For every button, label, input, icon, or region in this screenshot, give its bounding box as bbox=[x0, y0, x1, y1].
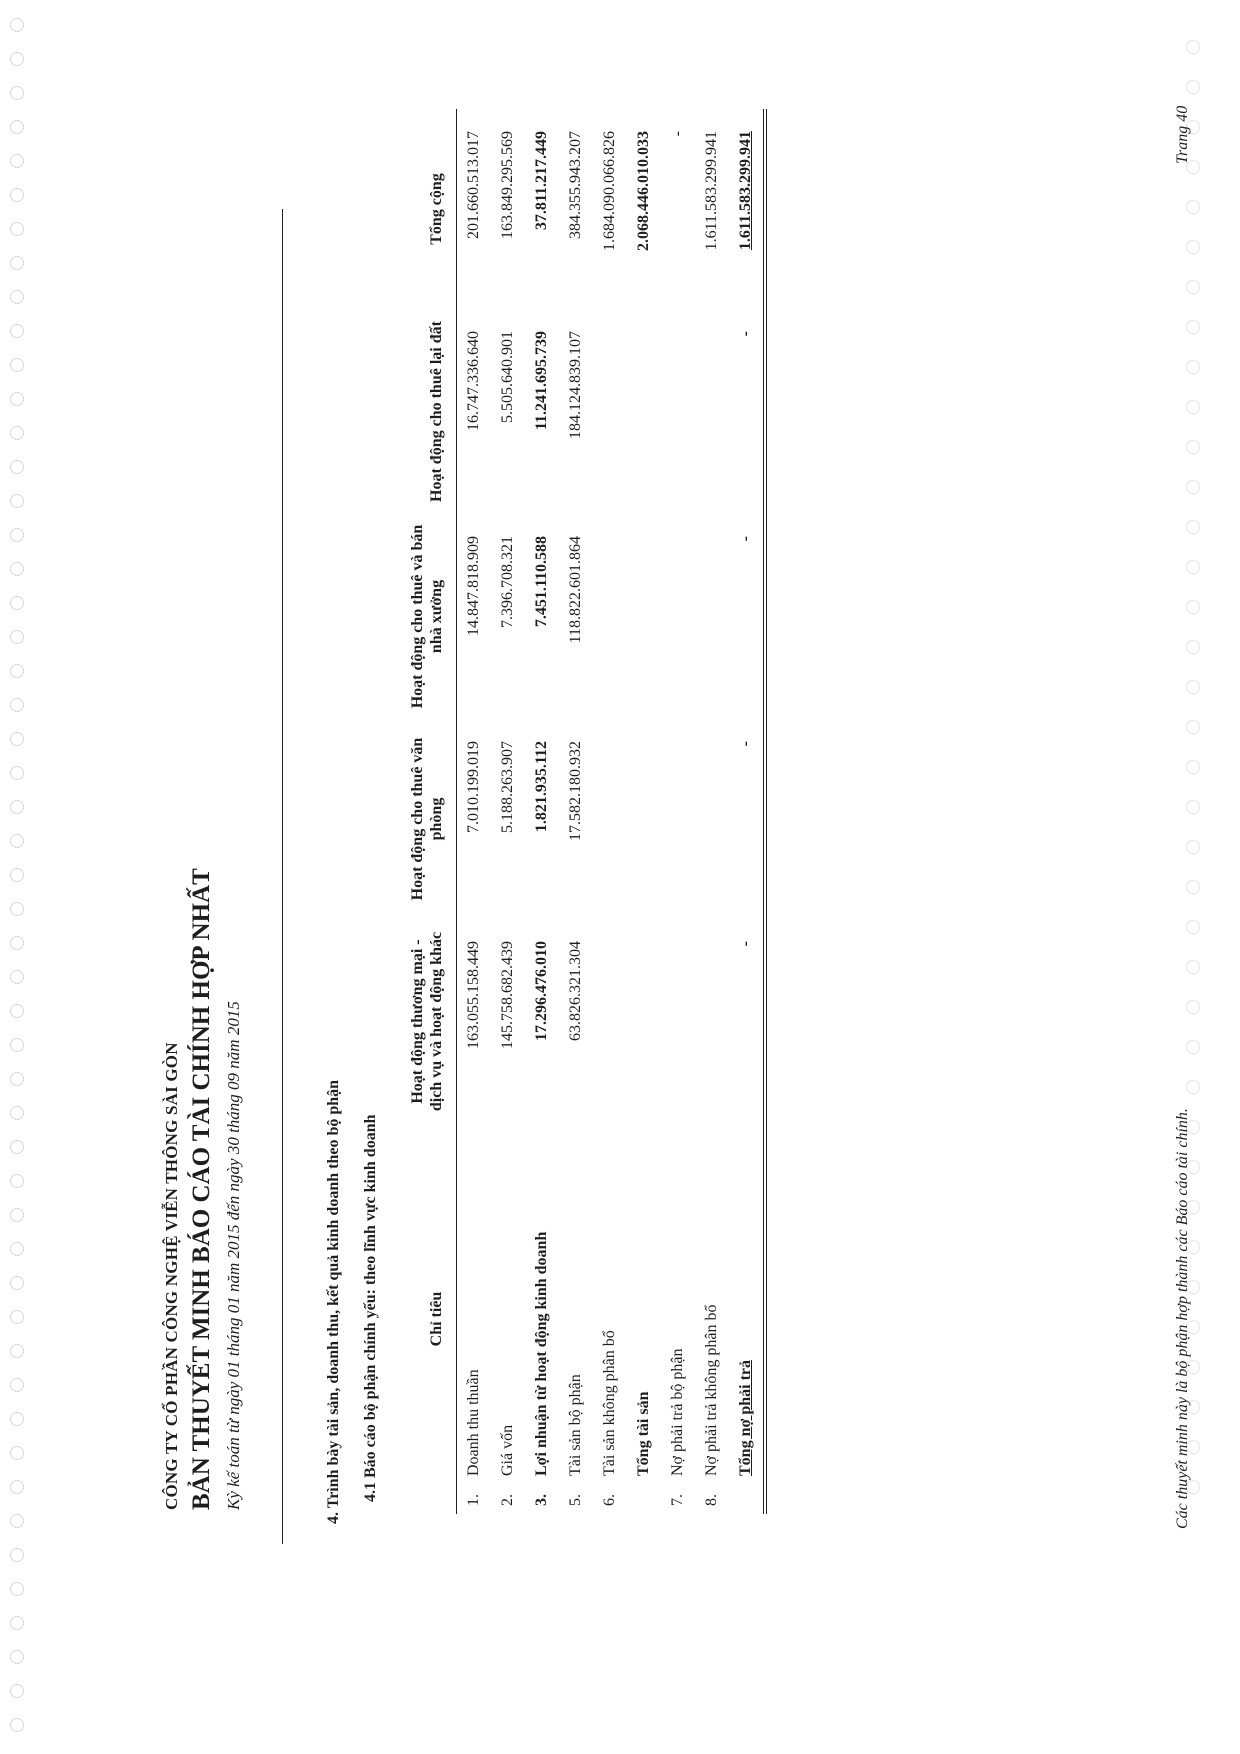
value-cell bbox=[695, 919, 729, 1124]
row-label: Nợ phải trả không phân bổ bbox=[703, 1304, 720, 1476]
value-cell bbox=[627, 919, 661, 1124]
value-cell: 14.847.818.909 bbox=[465, 536, 482, 636]
row-number: 5. bbox=[567, 1494, 584, 1506]
document-title: BẢN THUYẾT MINH BÁO CÁO TÀI CHÍNH HỢP NHẤT bbox=[188, 868, 215, 1510]
value-cell bbox=[627, 309, 661, 514]
row-label: Nợ phải trả bộ phận bbox=[669, 1348, 686, 1476]
value-cell: - bbox=[729, 309, 765, 514]
table-header-row bbox=[402, 109, 457, 1514]
row-label-cell bbox=[559, 1124, 593, 1514]
value-cell: 7.396.708.321 bbox=[499, 536, 516, 628]
value-cell bbox=[695, 719, 729, 919]
value-cell: 17.582.180.932 bbox=[567, 741, 584, 841]
header-cell: Hoạt động cho thuê và bán nhà xưởng bbox=[409, 524, 445, 709]
section-subtitle: 4.1 Báo cáo bộ phận chính yếu: theo lĩnh vực kinh doanh bbox=[362, 1114, 379, 1502]
row-number: 2. bbox=[499, 1494, 516, 1506]
header-divider bbox=[282, 209, 283, 1544]
value-cell bbox=[593, 309, 627, 514]
section-title: 4. Trình bày tài sản, doanh thu, kết quả kinh doanh theo bộ phận bbox=[325, 1079, 342, 1524]
row-number: 7. bbox=[669, 1494, 686, 1506]
row-label-cell bbox=[661, 1124, 695, 1514]
value-cell: 1.821.935.112 bbox=[533, 741, 550, 833]
table-row bbox=[457, 109, 492, 1514]
row-label-cell bbox=[695, 1124, 729, 1514]
value-cell: 63.826.321.304 bbox=[567, 941, 584, 1041]
table-row bbox=[559, 109, 593, 1514]
segment-report-table bbox=[402, 109, 767, 1514]
row-label-cell bbox=[525, 1124, 559, 1514]
table-row bbox=[729, 109, 765, 1514]
value-cell: 37.811.217.449 bbox=[533, 131, 550, 231]
row-label-cell bbox=[627, 1124, 661, 1514]
row-label: Doanh thu thuần bbox=[465, 1369, 482, 1476]
value-cell: 1.611.583.299.941 bbox=[729, 109, 765, 309]
page-number: Trang 40 bbox=[1174, 105, 1191, 164]
header-cell: Hoạt động cho thuê văn phòng bbox=[409, 737, 445, 901]
value-cell bbox=[695, 514, 729, 719]
row-number: 8. bbox=[703, 1494, 720, 1506]
row-label-cell bbox=[457, 1124, 492, 1514]
value-cell: 16.747.336.640 bbox=[465, 331, 482, 431]
row-label-cell bbox=[593, 1124, 627, 1514]
value-cell: 145.758.682.439 bbox=[499, 941, 516, 1049]
header-cell: Hoạt động cho thuê lại đất bbox=[428, 321, 445, 502]
value-cell: 384.355.943.207 bbox=[567, 131, 584, 239]
value-cell: - bbox=[729, 719, 765, 919]
reporting-period: Kỳ kế toán từ ngày 01 tháng 01 năm 2015 đến ngày 30 tháng 09 năm 2015 bbox=[224, 1001, 243, 1510]
value-cell bbox=[661, 919, 695, 1124]
row-label-cell bbox=[491, 1124, 525, 1514]
value-cell bbox=[661, 514, 695, 719]
row-number: 3. bbox=[533, 1494, 550, 1506]
value-cell bbox=[593, 719, 627, 919]
value-cell: 163.055.158.449 bbox=[465, 941, 482, 1049]
header-cell: Tổng cộng bbox=[428, 173, 445, 245]
table-row bbox=[525, 109, 559, 1514]
row-label: Lợi nhuận từ hoạt động kinh doanh bbox=[533, 1231, 550, 1476]
value-cell: 7.010.199.019 bbox=[465, 741, 482, 833]
row-label: Giá vốn bbox=[499, 1424, 516, 1476]
row-label: Tổng tài sản bbox=[635, 1391, 652, 1476]
value-cell: - bbox=[669, 131, 686, 137]
table-row bbox=[661, 109, 695, 1514]
value-cell: 2.068.446.010.033 bbox=[635, 131, 652, 251]
value-cell: 163.849.295.569 bbox=[499, 131, 516, 239]
footer-note: Các thuyết minh này là bộ phận hợp thành các Báo cáo tài chính. bbox=[1174, 1108, 1191, 1529]
value-cell: 184.124.839.107 bbox=[567, 331, 584, 439]
company-name: CÔNG TY CỔ PHẦN CÔNG NGHỆ VIỄN THÔNG SÀI GÒN bbox=[162, 1042, 181, 1510]
value-cell bbox=[593, 919, 627, 1124]
value-cell: 118.822.601.864 bbox=[567, 536, 584, 644]
row-label: Tài sản không phân bổ bbox=[601, 1330, 618, 1476]
row-number: 1. bbox=[465, 1494, 482, 1506]
row-label-cell bbox=[729, 1124, 765, 1514]
value-cell bbox=[661, 719, 695, 919]
table-row bbox=[627, 109, 661, 1514]
value-cell: 11.241.695.739 bbox=[533, 331, 550, 431]
value-cell bbox=[695, 309, 729, 514]
value-cell: 17.296.476.010 bbox=[533, 941, 550, 1041]
header-cell: Chỉ tiêu bbox=[428, 1291, 445, 1347]
row-label: Tổng nợ phải trả bbox=[737, 1360, 754, 1476]
value-cell: 1.611.583.299.941 bbox=[703, 131, 720, 251]
value-cell: - bbox=[729, 514, 765, 719]
row-label: Tài sản bộ phận bbox=[567, 1374, 584, 1476]
value-cell: 201.660.513.017 bbox=[465, 131, 482, 239]
row-number: 6. bbox=[601, 1494, 618, 1506]
value-cell: 5.188.263.907 bbox=[499, 741, 516, 833]
value-cell: 5.505.640.901 bbox=[499, 331, 516, 423]
value-cell bbox=[593, 514, 627, 719]
value-cell bbox=[661, 309, 695, 514]
table-row bbox=[491, 109, 525, 1514]
value-cell: - bbox=[729, 919, 765, 1124]
value-cell: 7.451.110.588 bbox=[533, 536, 550, 628]
table-row bbox=[593, 109, 627, 1514]
header-cell: Hoạt động thương mại - dịch vụ và hoạt động khác bbox=[409, 931, 445, 1112]
value-cell bbox=[627, 514, 661, 719]
value-cell: 1.684.090.066.826 bbox=[601, 131, 618, 251]
value-cell bbox=[627, 719, 661, 919]
table-row bbox=[695, 109, 729, 1514]
